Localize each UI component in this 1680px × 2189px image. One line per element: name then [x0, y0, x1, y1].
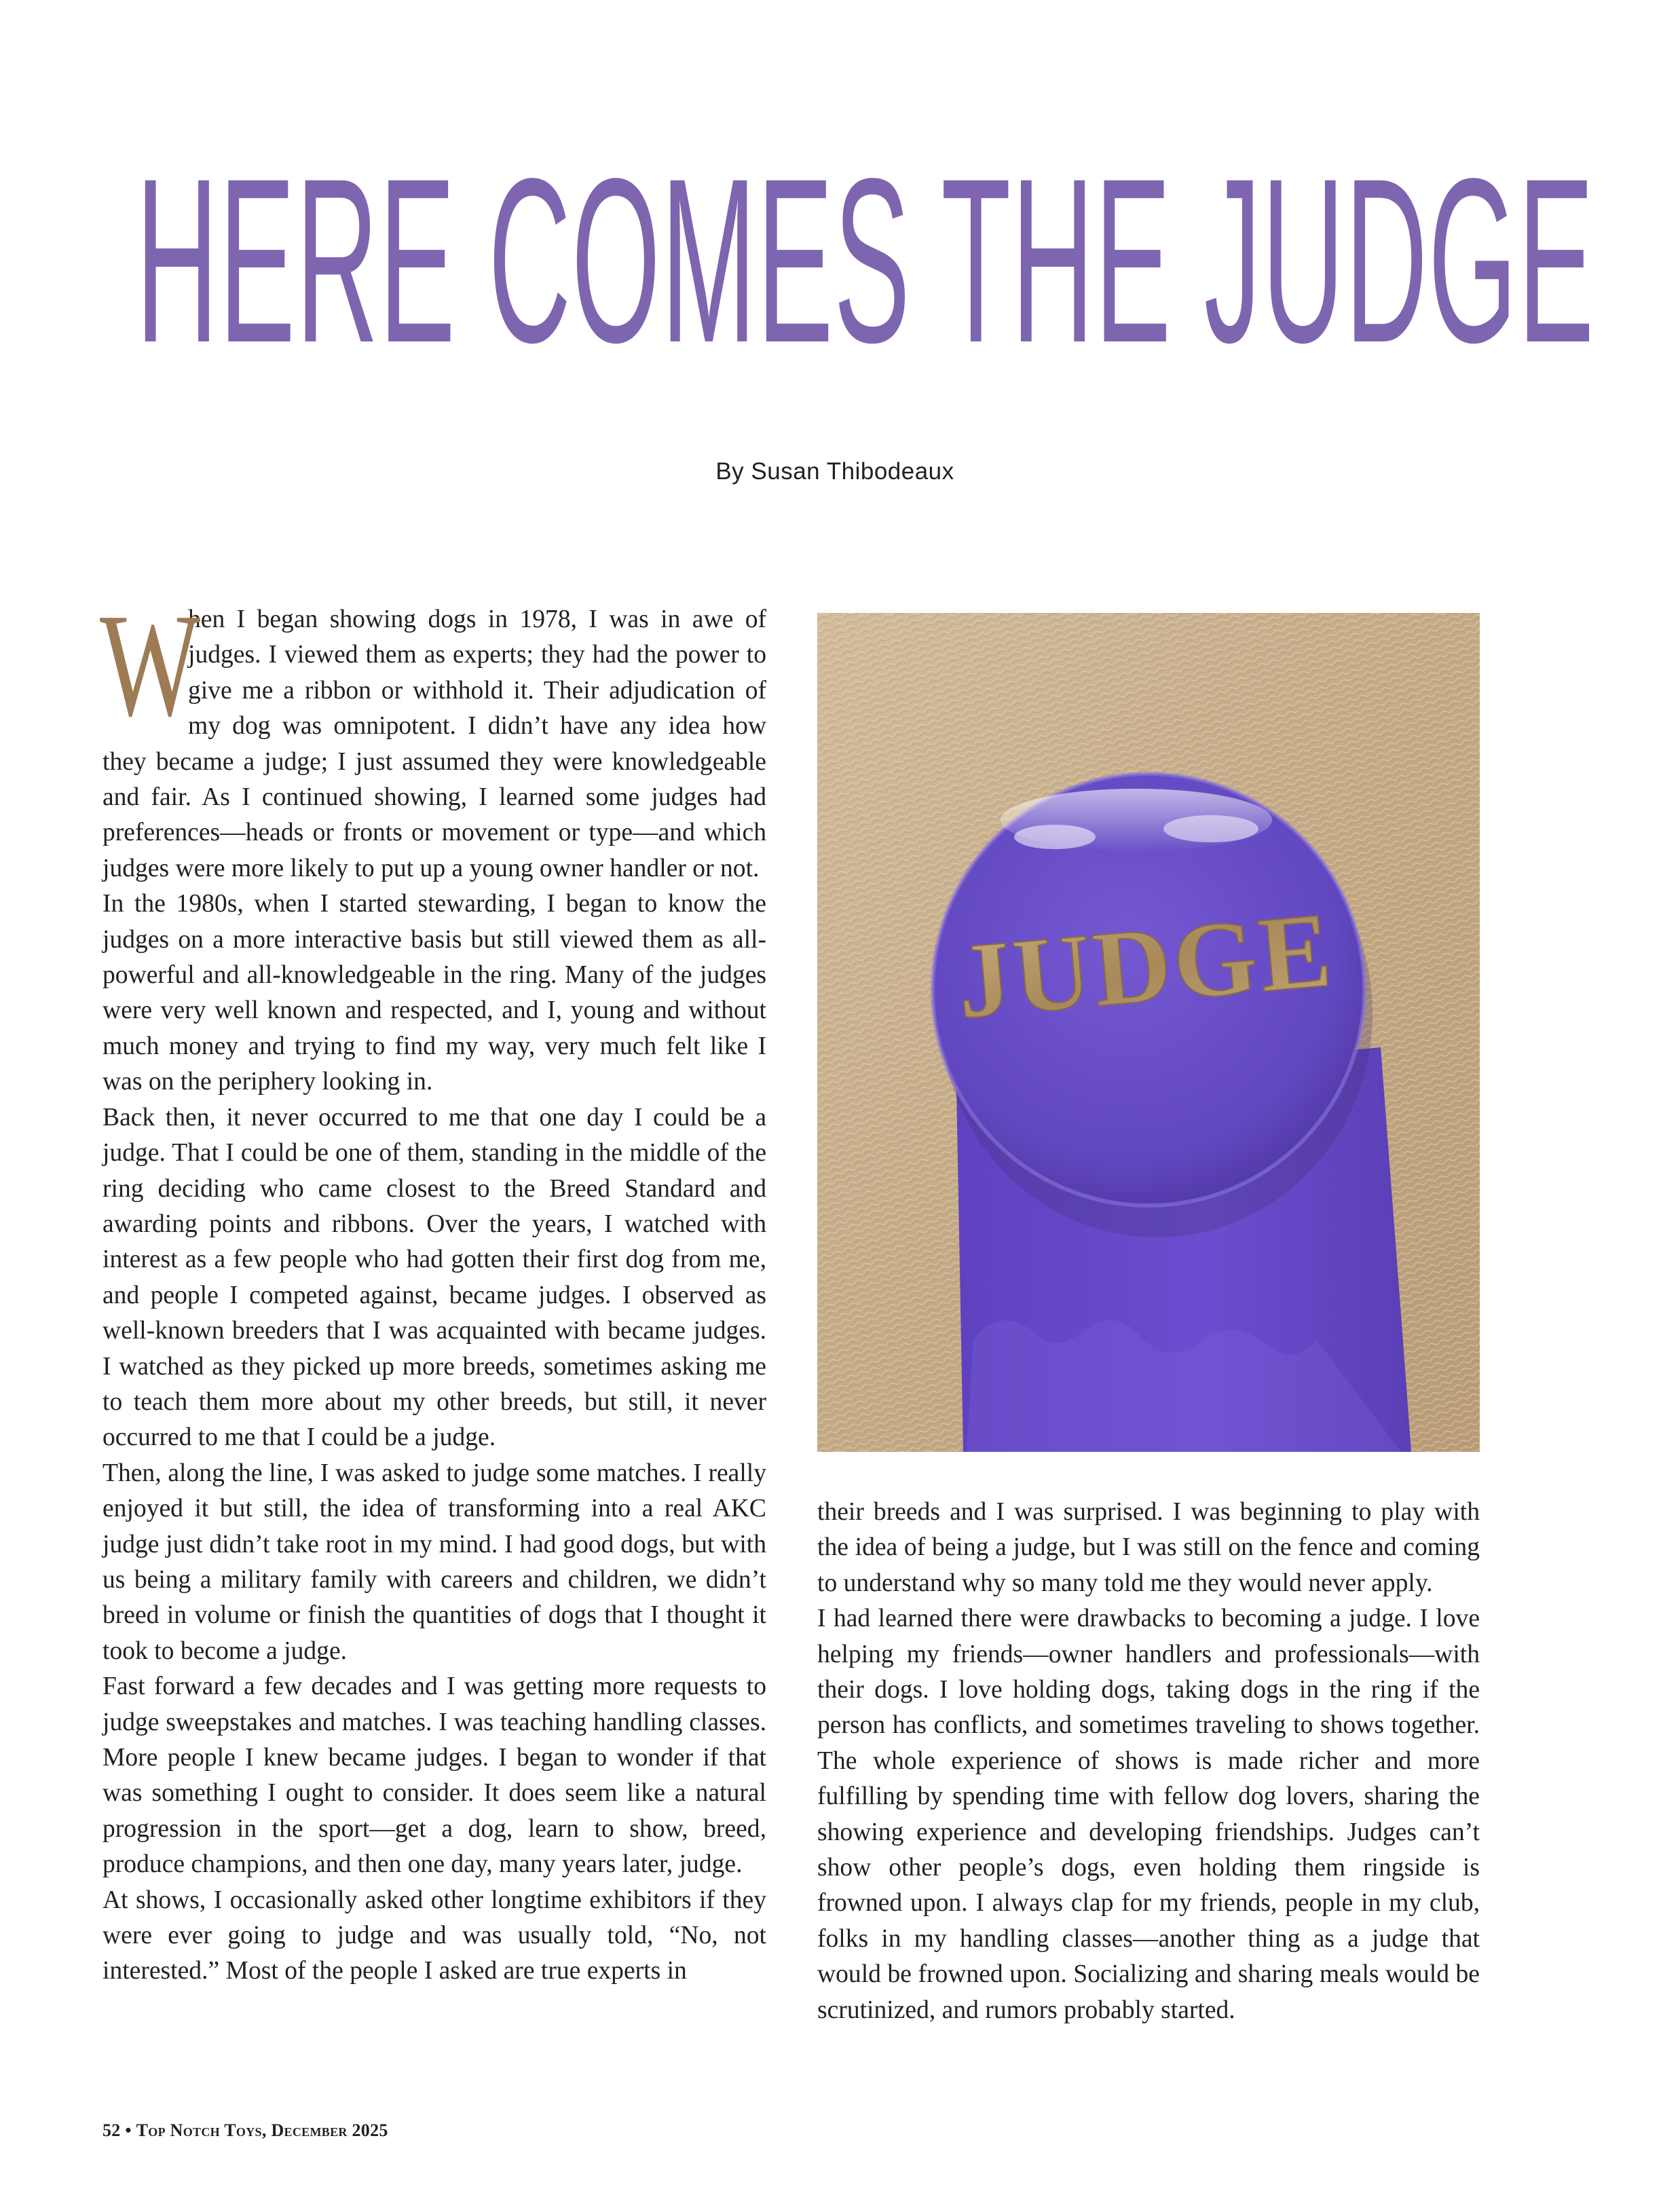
paragraph-text: hen I began showing dogs in 1978, I was in awe of judges. I viewed them as experts; they had the power to give me a ribbon or withhold it. Their adjudication of my dog was omnipotent. I didn’t have any idea how they became a judge; I just assumed they were knowledgeable and fair. As I continued showing, I learned some judges had preferences—heads or fronts or movement or type—and which judges were more likely to put up a young owner handler or not.	[102, 605, 766, 882]
paragraph: Back then, it never occurred to me that one day I could be a judge. That I could be one of them, standing in the middle of the ring deciding who came closest to the Breed Standard and awarding points and ribbons. Over the years, I watched with interest as a few people who had gotten their first dog from me, and people I competed against, became judges. I observed as well-known breeders that I was acquainted with became judges. I watched as they picked up more breeds, sometimes asking me to teach them more about my other breeds, but still, it never occurred to me that I could be a judge.	[102, 1103, 766, 1452]
paragraph: I had learned there were drawbacks to becoming a judge. I love helping my friends—owner handlers and professionals—with their dogs. I love holding dogs, taking dogs in the ring if the person has conflicts, and sometimes traveling to shows together. The whole experience of shows is made richer and more fulfilling by spending time with fellow dog lovers, sharing the showing experience and developing friendships. Judges can’t show other people’s dogs, even holding them ringside is frowned upon. I always clap for my friends, people in my club, folks in my handling classes—another thing as a judge that would be frowned upon. Socializing and sharing meals would be scrutinized, and rumors probably started.	[817, 1605, 1480, 2024]
page-footer: 52 • Top Notch Toys, December 2025	[102, 2120, 388, 2140]
judge-button-photo	[817, 613, 1480, 1452]
paragraph: Fast forward a few decades and I was getting more requests to judge sweepstakes and matches. I was teaching handling classes. More people I knew became judges. I began to wonder if that was something I ought to consider. It does seem like a natural progression in the sport—get a dog, learn to show, breed, produce champions, and then one day, many years later, judge.	[102, 1672, 766, 1879]
drop-cap: W	[100, 584, 201, 747]
issue-date: December 2025	[271, 2120, 388, 2140]
publication-name: Top Notch Toys	[136, 2120, 262, 2140]
page-number: 52	[102, 2120, 121, 2140]
right-column	[817, 1495, 1480, 2028]
paragraph: Then, along the line, I was asked to judge some matches. I really enjoyed it but still, the idea of transforming into a real AKC judge just didn’t take root in my mind. I had good dogs, but with us being a military family with careers and children, we didn’t breed in volume or finish the quantities of dogs that I thought it took to become a judge.	[102, 1459, 766, 1665]
paragraph	[100, 584, 766, 886]
paragraph: At shows, I occasionally asked other longtime exhibitors if they were ever going to judge and was usually told, “No, not interested.” Most of the people I asked are true experts in	[102, 1886, 766, 1985]
article-title: HERE COMES THE JUDGE	[136, 130, 1595, 392]
paragraph: In the 1980s, when I started stewarding, I began to know the judges on a more interactive basis but still viewed them as all-powerful and all-knowledgeable in the ring. Many of the judges were very well known and respected, and I, young and without much money and trying to find my way, very much felt like I was on the periphery looking in.	[102, 890, 766, 1096]
paragraph: their breeds and I was surprised. I was beginning to play with the idea of being a judge, but I was still on the fence and coming to understand why so many told me they would never apply.	[817, 1498, 1480, 1597]
footer-separator: •	[125, 2120, 132, 2140]
byline: By Susan Thibodeaux	[715, 458, 954, 485]
button-lettering: JUDGE	[952, 890, 1339, 1042]
left-column	[100, 584, 766, 1989]
